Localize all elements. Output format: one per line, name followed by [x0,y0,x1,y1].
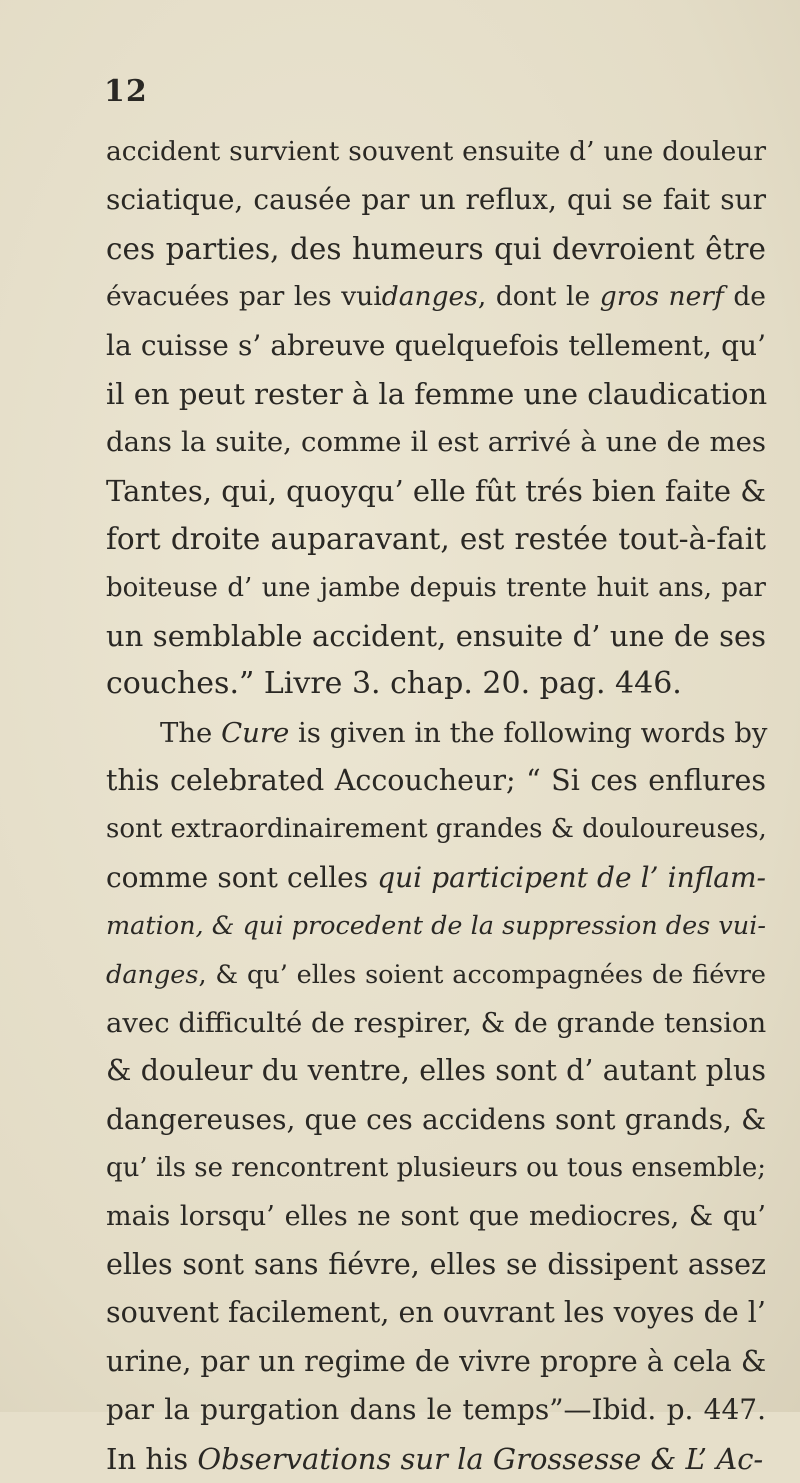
body-text [106,128,766,1483]
page-number: 12 [104,74,148,109]
text-line: évacuées par les vuidanges, dont le gros nerf de [106,281,766,313]
text-line: par la purgation dans le temps”—Ibid. p. 447. [106,1393,766,1427]
text-line: In his Observations sur la Grossesse & L’ Ac- [106,1441,764,1476]
text-line: & douleur du ventre, elles sont d’ autant plus [106,1054,766,1088]
text-line: elles sont sans fiévre, elles se dissipent assez [106,1247,766,1281]
text-line: qu’ ils se rencontrent plusieurs ou tous ensemble; [106,1153,766,1184]
text-line: The Cure is given in the following words by [160,716,768,749]
text-line: dans la suite, comme il est arrivé à une de mes [106,426,766,459]
text-line: boiteuse d’ une jambe depuis trente huit ans, par [106,572,766,603]
text-line: urine, par un regime de vivre propre à cela & [106,1344,767,1378]
text-line: il en peut rester à la femme une claudication [106,376,768,411]
text-line: souvent facilement, en ouvrant les voyes de l’ [106,1296,766,1330]
text-line: comme sont celles qui participent de l’ inflam- [106,860,766,894]
text-line: accident survient souvent ensuite d’ une douleur [106,136,766,167]
text-line: couches.” Livre 3. chap. 20. pag. 446. [106,666,682,702]
text-line: ces parties, des humeurs qui devroient être [106,231,766,266]
text-line: fort droite auparavant, est restée tout-à-fait [106,522,766,557]
text-line: sciatique, causée par un reflux, qui se fait sur [106,183,766,217]
text-line: un semblable accident, ensuite d’ une de ses [106,618,766,653]
text-line: danges, & qu’ elles soient accompagnées de fiévre [106,959,766,990]
text-line: sont extraordinairement grandes & douloureuses, [106,814,767,845]
text-line: dangereuses, que ces accidens sont grands, & [106,1102,766,1136]
text-line: this celebrated Accoucheur; “ Si ces enflures [106,764,766,798]
text-line: mais lorsqu’ elles ne sont que mediocres, & qu’ [106,1200,766,1232]
text-line: mation, & qui procedent de la suppression des vui- [106,911,766,942]
text-line: Tantes, qui, quoyqu’ elle fût trés bien faite & [106,473,767,508]
text-line: la cuisse s’ abreuve quelquefois tellement, qu’ [106,328,766,362]
text-line: avec difficulté de respirer, & de grande tension [106,1007,767,1040]
